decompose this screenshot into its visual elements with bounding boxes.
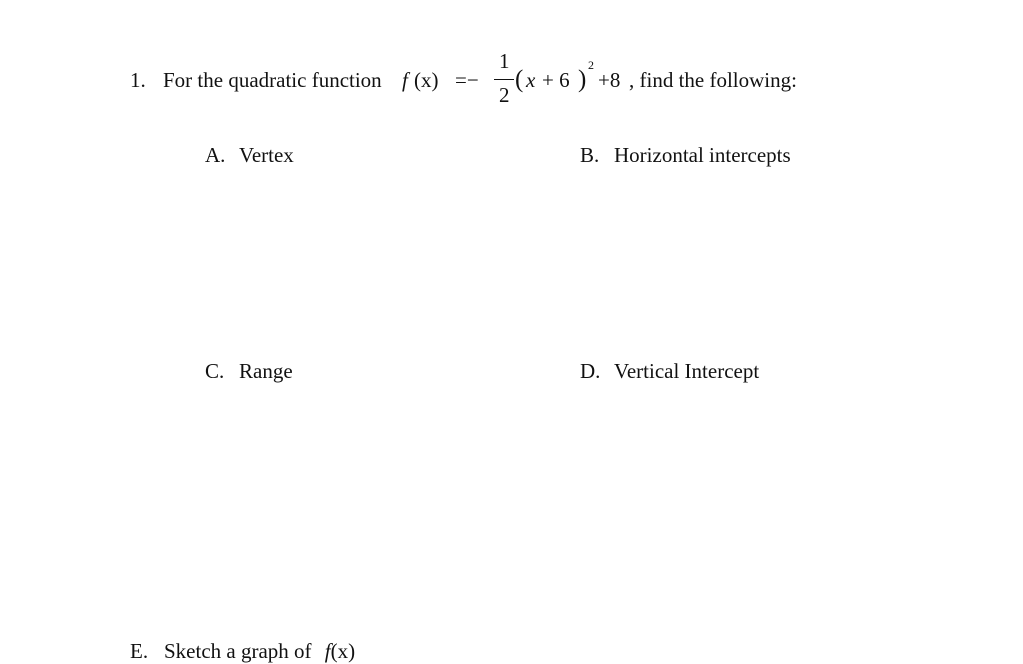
part-e (130, 638, 355, 664)
formula-f: f (402, 68, 408, 92)
formula-equals-minus: =− (455, 68, 479, 92)
formula-plus-eight: +8 (598, 68, 621, 92)
question-text: For the quadratic function (163, 68, 382, 92)
part-b (580, 142, 791, 168)
part-b-letter: B. (580, 143, 600, 167)
formula-x-var: x (526, 68, 536, 92)
fraction-bar (494, 79, 514, 80)
part-d-letter: D. (580, 359, 601, 383)
formula-x-paren: (x) (414, 68, 439, 92)
part-d (580, 358, 759, 384)
part-d-label: Vertical Intercept (614, 359, 760, 383)
part-e-fn-arg: (x) (330, 639, 356, 663)
question-number: 1. (130, 68, 146, 92)
part-c-letter: C. (205, 359, 225, 383)
part-c (205, 358, 293, 384)
formula-close-paren: ) (578, 66, 587, 93)
part-e-letter: E. (130, 639, 149, 663)
part-e-fn-label: f (324, 639, 331, 663)
part-a-label: Vertex (239, 143, 294, 167)
question-text-after: , find the following: (629, 68, 797, 92)
part-b-label: Horizontal intercepts (614, 143, 791, 167)
formula-plus-six: + 6 (542, 68, 570, 92)
formula-open-paren: ( (515, 66, 524, 93)
part-e-label: Sketch a graph of (164, 639, 312, 663)
part-c-label: Range (239, 359, 293, 383)
fraction-denominator: 2 (499, 83, 510, 107)
part-a (205, 142, 294, 168)
fraction-numerator: 1 (499, 49, 510, 73)
part-a-letter: A. (205, 143, 226, 167)
formula-exponent: 2 (588, 58, 594, 72)
